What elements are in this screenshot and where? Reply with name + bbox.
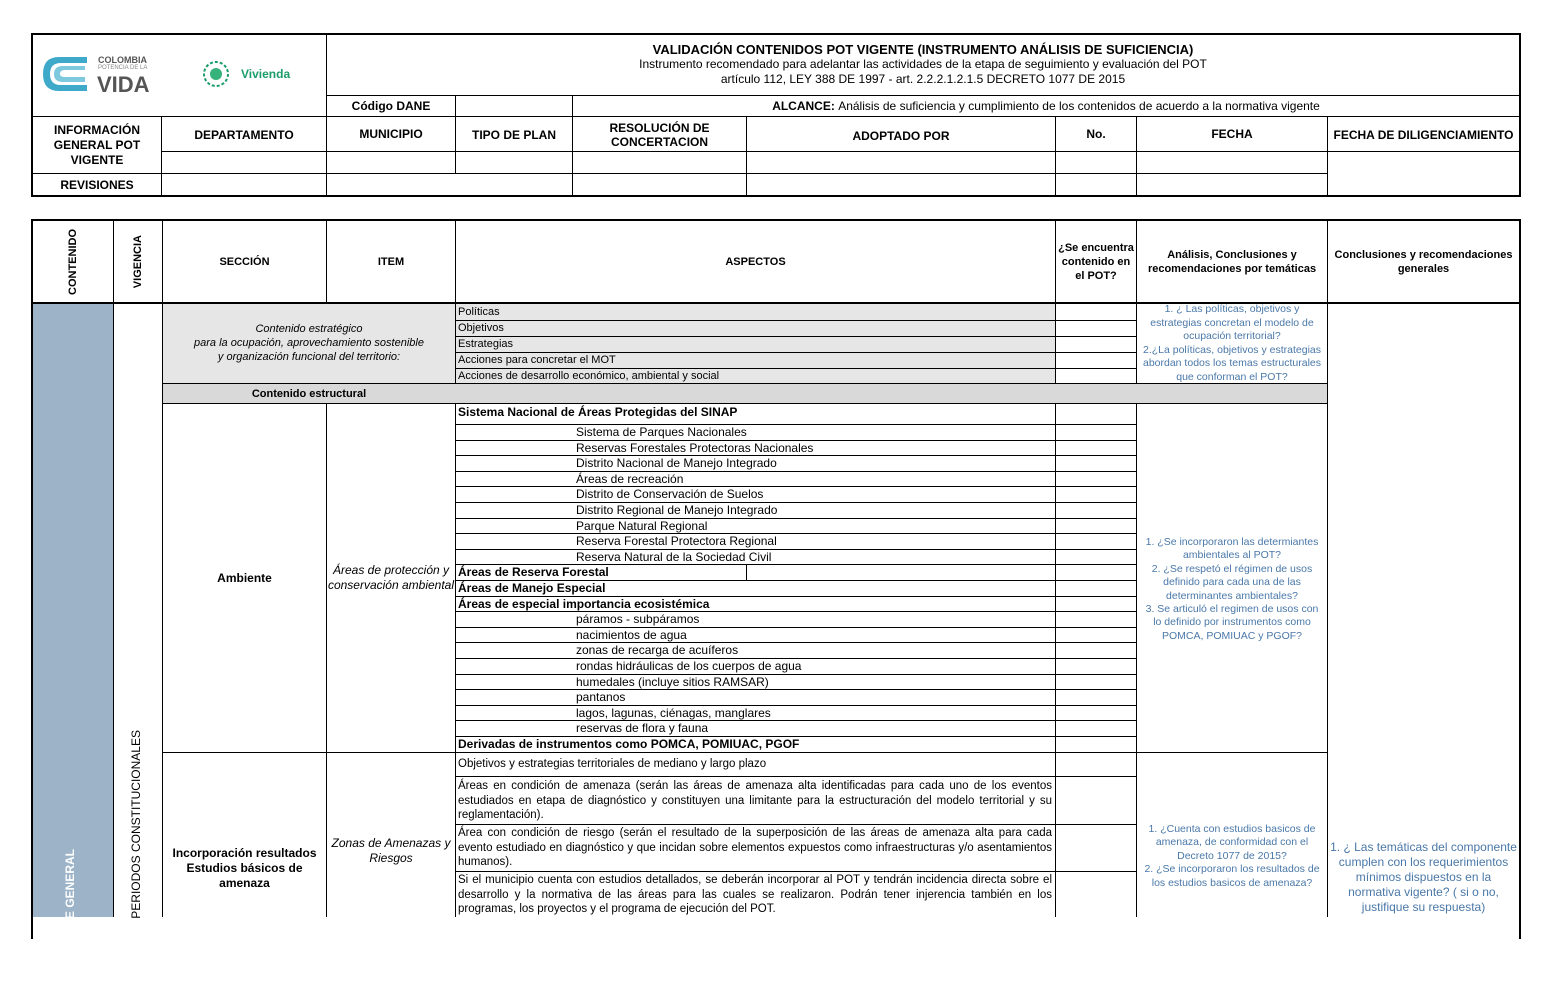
encuentra-cell[interactable] — [1056, 659, 1136, 674]
logo-colombia-line1: COLOMBIA — [98, 55, 147, 65]
alcance-label: ALCANCE: — [772, 99, 835, 113]
estrategico-label — [163, 322, 455, 364]
amenaza-analisis: 1. ¿Cuenta con estudios basicos de amenaza, de conformidad con el Decreto 1077 de 2015? 2. ¿Se incorporaron los resultados de los estudios basicos de amenaza? — [1144, 823, 1320, 889]
ambiente-aspect-row: humedales (incluye sitios RAMSAR) — [576, 675, 769, 689]
departamento-value[interactable] — [162, 152, 326, 173]
ambiente-aspect-row: Áreas de recreación — [576, 472, 684, 486]
ambiente-analisis: 1. ¿Se incorporaron las determiantes ambientales al POT? 2. ¿Se respetó el régimen de usos definido para cada una de las determinantes ambientales? 3. Se articuló el regimen de usos con lo definido por instrumentos como POMCA, POMIUAC y PGOF? — [1145, 536, 1319, 642]
encuentra-cell[interactable] — [1056, 472, 1136, 487]
adoptado-header: ADOPTADO POR — [852, 128, 950, 143]
alcance-cell — [573, 96, 1519, 116]
logo-colombia-line3: VIDA — [97, 72, 150, 97]
ambiente-aspect-row: Sistema de Parques Nacionales — [576, 425, 747, 439]
estructural-label: Contenido estructural — [251, 387, 367, 400]
estrategico-line-1: Contenido estratégico — [255, 323, 363, 335]
col-item-header: ITEM — [377, 255, 405, 268]
estrategico-aspect-row: Acciones para concretar el MOT — [458, 354, 616, 366]
col-vigencia-header — [114, 221, 161, 302]
col-aspectos-header: ASPECTOS — [725, 255, 786, 268]
col-vigencia-label: VIGENCIA — [131, 234, 144, 289]
estrategico-aspect-row: Estrategias — [458, 338, 514, 350]
page-subtitle-1: Instrumento recomendado para adelantar las actividades de la etapa de seguimiento y evaluación del POT — [639, 57, 1207, 71]
amenaza-item: Zonas de Amenazas y Riesgos — [331, 835, 451, 865]
encuentra-cell[interactable] — [1056, 321, 1136, 336]
fecha-diligenciamiento-value[interactable] — [1328, 152, 1519, 195]
ambiente-aspect-row: Áreas de Manejo Especial — [458, 581, 606, 595]
encuentra-cell[interactable] — [1056, 353, 1136, 368]
resolucion-header: RESOLUCIÓN DE CONCERTACION — [609, 120, 710, 149]
encuentra-cell[interactable] — [1056, 628, 1136, 643]
estrategico-line-3: y organización funcional del territorio: — [217, 351, 401, 363]
info-general-label: INFORMACIÓN GENERAL POT VIGENTE — [53, 123, 141, 167]
ambiente-aspect-row: pantanos — [576, 690, 626, 704]
encuentra-cell[interactable] — [1056, 565, 1136, 580]
col-seccion-header: SECCIÓN — [219, 255, 270, 268]
ambiente-aspect-row: Derivadas de instrumentos como POMCA, POMIUAC, PGOF — [458, 737, 800, 751]
colombia-logo-icon — [41, 55, 91, 93]
ambiente-aspect-row: reservas de flora y fauna — [576, 721, 709, 735]
amenaza-p3: Área con condición de riesgo (serán el resultado de la superposición de las áreas de amenaza alta para cada evento estudiado en diagnóstico y que incidan sobre elementos expuestos como infraestructuras y/o asentamientos humanos). — [458, 827, 1052, 868]
ambiente-aspect-row: nacimientos de agua — [576, 628, 687, 642]
col-contenido-header — [33, 221, 113, 302]
encuentra-cell[interactable] — [1056, 597, 1136, 612]
ambiente-aspect-row: zonas de recarga de acuíferos — [576, 643, 739, 657]
amenaza-p1: Objetivos y estrategias territoriales de mediano y largo plazo — [458, 758, 767, 770]
no-value[interactable] — [1056, 152, 1136, 173]
tipo-plan-value[interactable] — [456, 152, 572, 173]
estrategico-aspect-row: Políticas — [458, 306, 500, 318]
page-subtitle-2: artículo 112, LEY 388 DE 1997 - art. 2.2.2.1.2.1.5 DECRETO 1077 DE 2015 — [720, 72, 1126, 86]
col-contenido-label: CONTENIDO — [67, 228, 79, 295]
col-analisis-header: Análisis, Conclusiones y recomendaciones por temáticas — [1147, 248, 1317, 275]
ambiente-aspect-row: Distrito Nacional de Manejo Integrado — [576, 456, 777, 470]
revisiones-value[interactable] — [162, 174, 572, 195]
ambiente-aspect-row: rondas hidráulicas de los cuerpos de agua — [576, 659, 802, 673]
codigo-dane-label: Código DANE — [351, 99, 431, 113]
ambiente-aspect-row: Reserva Natural de la Sociedad Civil — [576, 550, 772, 564]
departamento-header: DEPARTAMENTO — [194, 127, 294, 142]
codigo-dane-value[interactable] — [456, 96, 572, 116]
encuentra-cell[interactable] — [1056, 425, 1136, 440]
encuentra-cell[interactable] — [1056, 612, 1136, 627]
revisiones-label: REVISIONES — [60, 177, 134, 192]
fecha-value[interactable] — [1137, 152, 1327, 173]
encuentra-cell[interactable] — [1056, 456, 1136, 471]
alcance-text: Análisis de suficiencia y cumplimiento de los contenidos de acuerdo a la normativa vigente — [838, 99, 1320, 113]
logo-vivienda-text: Vivienda — [241, 67, 291, 81]
encuentra-cell[interactable] — [1056, 550, 1136, 565]
amenaza-p2: Áreas en condición de amenaza (serán las áreas de amenaza alta identificadas para cada uno de los eventos estudiados en etapa de diagnóstico y constituyen una limitante para la estructuración del modelo territorial y su reglamentación). — [458, 780, 1052, 821]
encuentra-cell[interactable] — [1056, 519, 1136, 534]
amenaza-p4: Si el municipio cuenta con estudios detallados, se deberán incorporar al POT y tendrán incidencia directa sobre el desarrollo y la normativa de las áreas para las cuales se realizaron. Podrán tener injerencia también en los programas, los proyectos y el programa de ejecución del POT. — [458, 874, 1052, 915]
fecha-header: FECHA — [1211, 126, 1253, 141]
vigencia-side-label: PERIODOS CONSTITUCIONALES — [129, 730, 143, 919]
encuentra-cell[interactable] — [1056, 305, 1136, 320]
tipo-plan-header: TIPO DE PLAN — [471, 127, 556, 142]
fecha-diligenciamiento-header: FECHA DE DILIGENCIAMIENTO — [1333, 127, 1514, 142]
encuentra-cell[interactable] — [1056, 441, 1136, 456]
encuentra-cell[interactable] — [1056, 534, 1136, 549]
conclusiones-generales: 1. ¿ Las temáticas del componente cumplen con los requerimientos mínimos dispuestos en la normativa vigente? ( si o no, justifique su respuesta) — [1330, 840, 1517, 914]
encuentra-cell[interactable] — [1056, 643, 1136, 658]
ambiente-item: Áreas de protección y conservación ambiental — [327, 563, 455, 592]
resolucion-value[interactable] — [573, 152, 746, 173]
estrategico-aspect-row: Objetivos — [458, 322, 504, 334]
estrategico-line-2: para la ocupación, aprovechamiento sostenible — [194, 337, 424, 349]
adoptado-value[interactable] — [747, 152, 1055, 173]
encuentra-cell[interactable] — [1056, 675, 1136, 690]
encuentra-cell[interactable] — [1056, 690, 1136, 705]
ambiente-aspect-row: Distrito de Conservación de Suelos — [576, 487, 764, 501]
amenaza-seccion: Incorporación resultados Estudios básicos de amenaza — [172, 845, 317, 890]
contenido-side-cell — [33, 304, 113, 920]
encuentra-cell[interactable] — [1056, 369, 1136, 384]
no-header: No. — [1086, 126, 1106, 141]
encuentra-cell[interactable] — [1056, 581, 1136, 596]
ambiente-aspect-row: Parque Natural Regional — [576, 519, 708, 533]
municipio-value[interactable] — [327, 152, 455, 173]
logo-cell — [33, 35, 326, 117]
encuentra-cell[interactable] — [1056, 706, 1136, 721]
ambiente-aspect-row: Áreas de especial importancia ecosistémica — [458, 597, 710, 611]
encuentra-cell[interactable] — [1056, 337, 1136, 352]
ambiente-aspect-row: Áreas de Reserva Forestal — [458, 565, 609, 579]
ambiente-aspect-row: Distrito Regional de Manejo Integrado — [576, 503, 778, 517]
ambiente-aspect-row: Sistema Nacional de Áreas Protegidas del SINAP — [458, 405, 738, 419]
logo-colombia-line2: POTENCIA DE LA — [98, 65, 148, 71]
encuentra-cell[interactable] — [1056, 405, 1136, 424]
title-cell — [327, 35, 1519, 96]
ambiente-seccion: Ambiente — [217, 571, 272, 585]
estrategico-analisis: 1. ¿ Las políticas, objetivos y estrategias concretan el modelo de ocupación territorial? 2.¿La políticas, objetivos y estrategias abordan todos los temas estructurales que conforman el POT? — [1142, 303, 1321, 383]
page-title: VALIDACIÓN CONTENIDOS POT VIGENTE (INSTRUMENTO ANÁLISIS DE SUFICIENCIA) — [652, 42, 1194, 57]
encuentra-cell[interactable] — [1056, 503, 1136, 518]
col-encuentra-header: ¿Se encuentra contenido en el POT? — [1058, 241, 1134, 282]
encuentra-cell[interactable] — [1056, 721, 1136, 736]
col-conclusiones-header: Conclusiones y recomendaciones generales — [1334, 248, 1513, 275]
ambiente-aspect-row: lagos, lagunas, ciénagas, manglares — [576, 706, 771, 720]
contenido-side-label: E GENERAL — [63, 849, 77, 920]
ambiente-aspect-row: páramos - subpáramos — [576, 612, 700, 626]
vivienda-logo-icon — [200, 58, 232, 90]
ambiente-aspect-row: Reserva Forestal Protectora Regional — [576, 534, 777, 548]
municipio-header: MUNICIPIO — [359, 126, 423, 141]
ambiente-aspect-row: Reservas Forestales Protectoras Nacionales — [576, 441, 814, 455]
estrategico-aspect-row: Acciones de desarrollo económico, ambiental y social — [458, 370, 720, 382]
encuentra-cell[interactable] — [1056, 487, 1136, 502]
encuentra-cell[interactable] — [1056, 737, 1136, 751]
